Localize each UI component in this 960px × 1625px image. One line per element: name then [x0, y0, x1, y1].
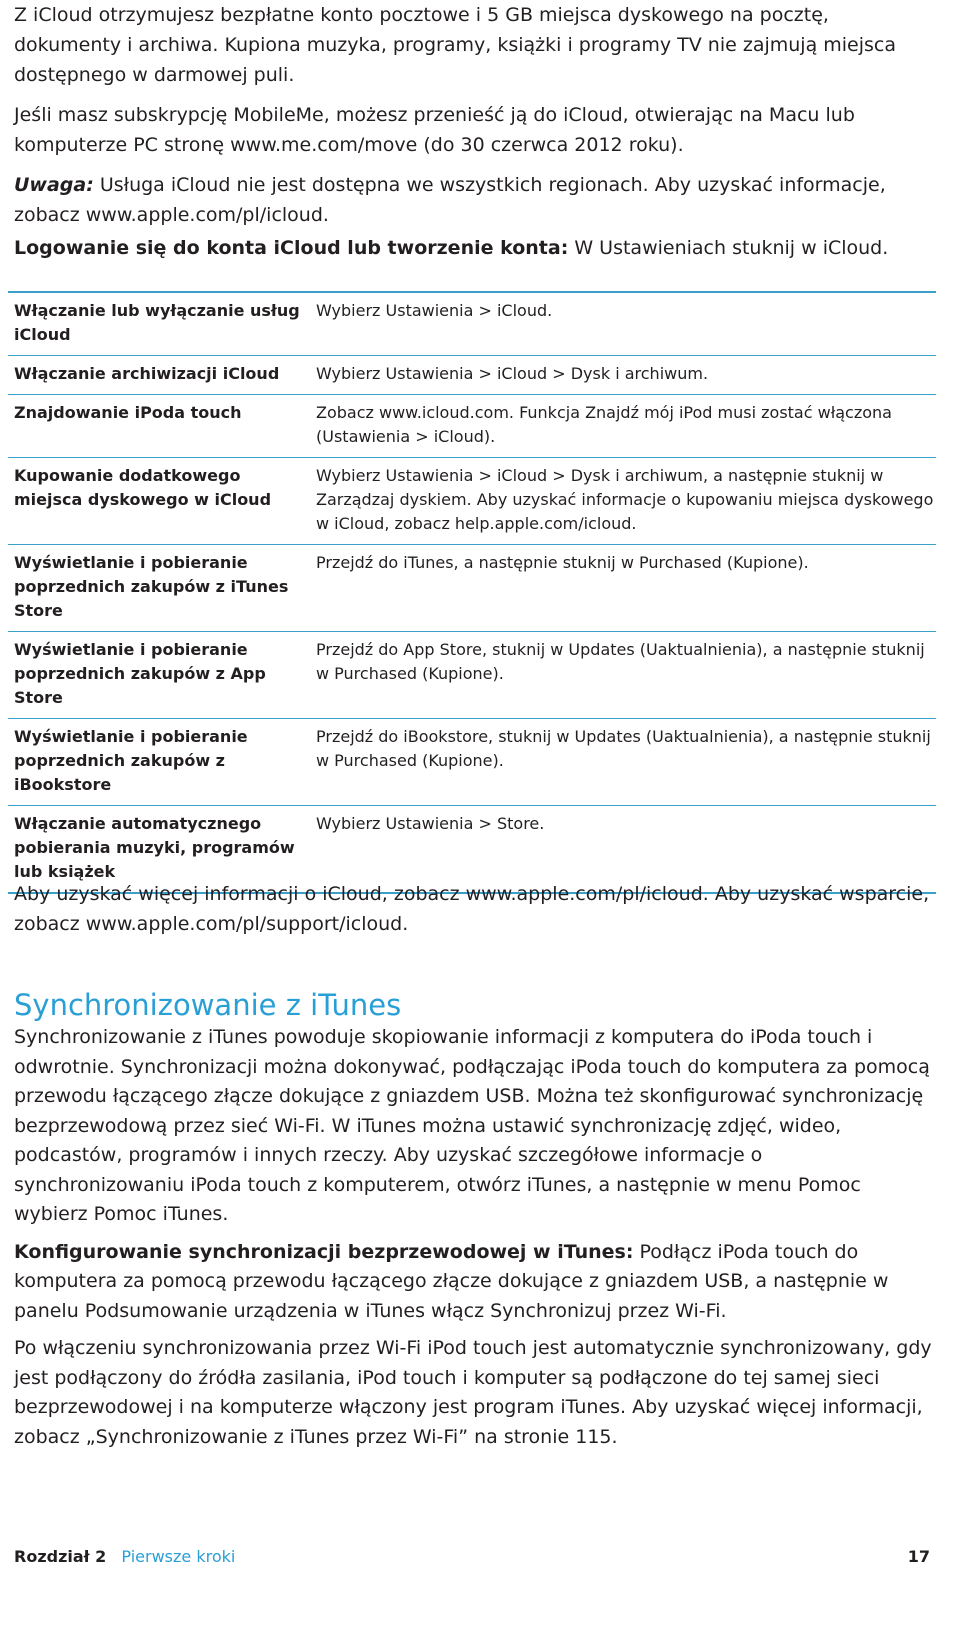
- note-text: Usługa iCloud nie jest dostępna we wszystkich regionach. Aby uzyskać informacje, zobacz www.apple.com/pl/icloud.: [14, 174, 886, 226]
- note-label: Uwaga:: [14, 174, 94, 196]
- wifi-setup-label: Konfigurowanie synchronizacji bezprzewodowej w iTunes:: [14, 1240, 634, 1263]
- wifi-setup-text: Podłącz iPoda touch do komputera za pomocą przewodu łączącego złącze dokujące z gniazdem USB, a następnie w panelu Podsumowanie urządzenia w iTunes włącz Synchronizuj przez Wi-Fi.: [14, 1240, 889, 1322]
- page-footer: [14, 1545, 930, 1569]
- table-cell-task: Wyświetlanie i pobieranie poprzednich zakupów z iBookstore: [8, 719, 308, 806]
- table-cell-instruction: Zobacz www.icloud.com. Funkcja Znajdź mój iPod musi zostać włączona (Ustawienia > iCloud).: [308, 395, 936, 458]
- note-paragraph: [14, 170, 938, 230]
- table-cell-instruction: Przejdź do iTunes, a następnie stuknij w Purchased (Kupione).: [308, 545, 936, 632]
- table-cell-task: Włączanie archiwizacji iCloud: [8, 356, 308, 395]
- table-cell-instruction: Wybierz Ustawienia > iCloud.: [308, 292, 936, 356]
- table-cell-task: Włączanie automatycznego pobierania muzyki, programów lub książek: [8, 806, 308, 894]
- table-row: [8, 292, 936, 356]
- sync-section-body: [14, 1023, 934, 1452]
- table-cell-task: Wyświetlanie i pobieranie poprzednich zakupów z iTunes Store: [8, 545, 308, 632]
- table-row: [8, 632, 936, 719]
- intro-paragraph-mobileme: Jeśli masz subskrypcję MobileMe, możesz przenieść ją do iCloud, otwierając na Macu lub komputerze PC stronę www.me.com/move (do 30 czerwca 2012 roku).: [14, 104, 855, 156]
- sync-paragraph-wifi-setup: [14, 1238, 934, 1327]
- login-text: W Ustawieniach stuknij w iCloud.: [568, 237, 889, 259]
- table-cell-task: Znajdowanie iPoda touch: [8, 395, 308, 458]
- sync-paragraph-intro: Synchronizowanie z iTunes powoduje skopiowanie informacji z komputera do iPoda touch i odwrotnie. Synchronizacji można dokonywać, podłączając iPoda touch do komputera za pomocą przewodu łączącego złącze dokujące z gniazdem USB. Można też skonfigurować synchronizację bezprzewodową przez sieć Wi-Fi. W iTunes można ustawić synchronizację zdjęć, wideo, podcastów, programów i innych rzeczy. Aby uzyskać szczegółowe informacje o synchronizowaniu iPoda touch z komputerem, otwórz iTunes, a następnie w menu Pomoc wybierz Pomoc iTunes.: [14, 1026, 930, 1225]
- table-cell-instruction: Wybierz Ustawienia > iCloud > Dysk i archiwum, a następnie stuknij w Zarządzaj dyskiem. Aby uzyskać informacje o kupowaniu miejsca dyskowego w iCloud, zobacz help.apple.com/icloud.: [308, 458, 936, 545]
- table-cell-instruction: Przejdź do App Store, stuknij w Updates (Uaktualnienia), a następnie stuknij w Purchased (Kupione).: [308, 632, 936, 719]
- table-cell-instruction: Wybierz Ustawienia > Store.: [308, 806, 936, 894]
- table-cell-instruction: Przejdź do iBookstore, stuknij w Updates (Uaktualnienia), a następnie stuknij w Purchased (Kupione).: [308, 719, 936, 806]
- footer-page-number: 17: [907, 1547, 930, 1566]
- table-cell-task: Wyświetlanie i pobieranie poprzednich zakupów z App Store: [8, 632, 308, 719]
- document-page: [14, 0, 938, 263]
- footer-chapter-title: Pierwsze kroki: [121, 1547, 236, 1566]
- table-row: [8, 356, 936, 395]
- more-info-paragraph: Aby uzyskać więcej informacji o iCloud, zobacz www.apple.com/pl/icloud. Aby uzyskać wsparcie, zobacz www.apple.com/pl/support/icloud.: [14, 883, 930, 935]
- section-title-sync: Synchronizowanie z iTunes: [14, 988, 402, 1022]
- table-cell-task: Włączanie lub wyłączanie usług iCloud: [8, 292, 308, 356]
- table-row: [8, 545, 936, 632]
- table-row: [8, 719, 936, 806]
- icloud-services-table: [8, 291, 936, 894]
- sync-paragraph-auto: Po włączeniu synchronizowania przez Wi-Fi iPod touch jest automatycznie synchronizowany, gdy jest podłączony do źródła zasilania, iPod touch i komputer są podłączone do tej samej sieci bezprzewodowej i na komputerze włączony jest program iTunes. Aby uzyskać więcej informacji, zobacz „Synchronizowanie z iTunes przez Wi-Fi” na stronie 115.: [14, 1337, 932, 1448]
- login-label: Logowanie się do konta iCloud lub tworzenie konta:: [14, 237, 569, 259]
- table-cell-instruction: Wybierz Ustawienia > iCloud > Dysk i archiwum.: [308, 356, 936, 395]
- table-row: [8, 458, 936, 545]
- footer-chapter: Rozdział 2: [14, 1547, 107, 1566]
- table-cell-task: Kupowanie dodatkowego miejsca dyskowego w iCloud: [8, 458, 308, 545]
- login-paragraph: [14, 233, 938, 263]
- intro-paragraph-storage: Z iCloud otrzymujesz bezpłatne konto pocztowe i 5 GB miejsca dyskowego na pocztę, dokumenty i archiwa. Kupiona muzyka, programy, książki i programy TV nie zajmują miejsca dostępnego w darmowej puli.: [14, 4, 896, 86]
- table-row: [8, 395, 936, 458]
